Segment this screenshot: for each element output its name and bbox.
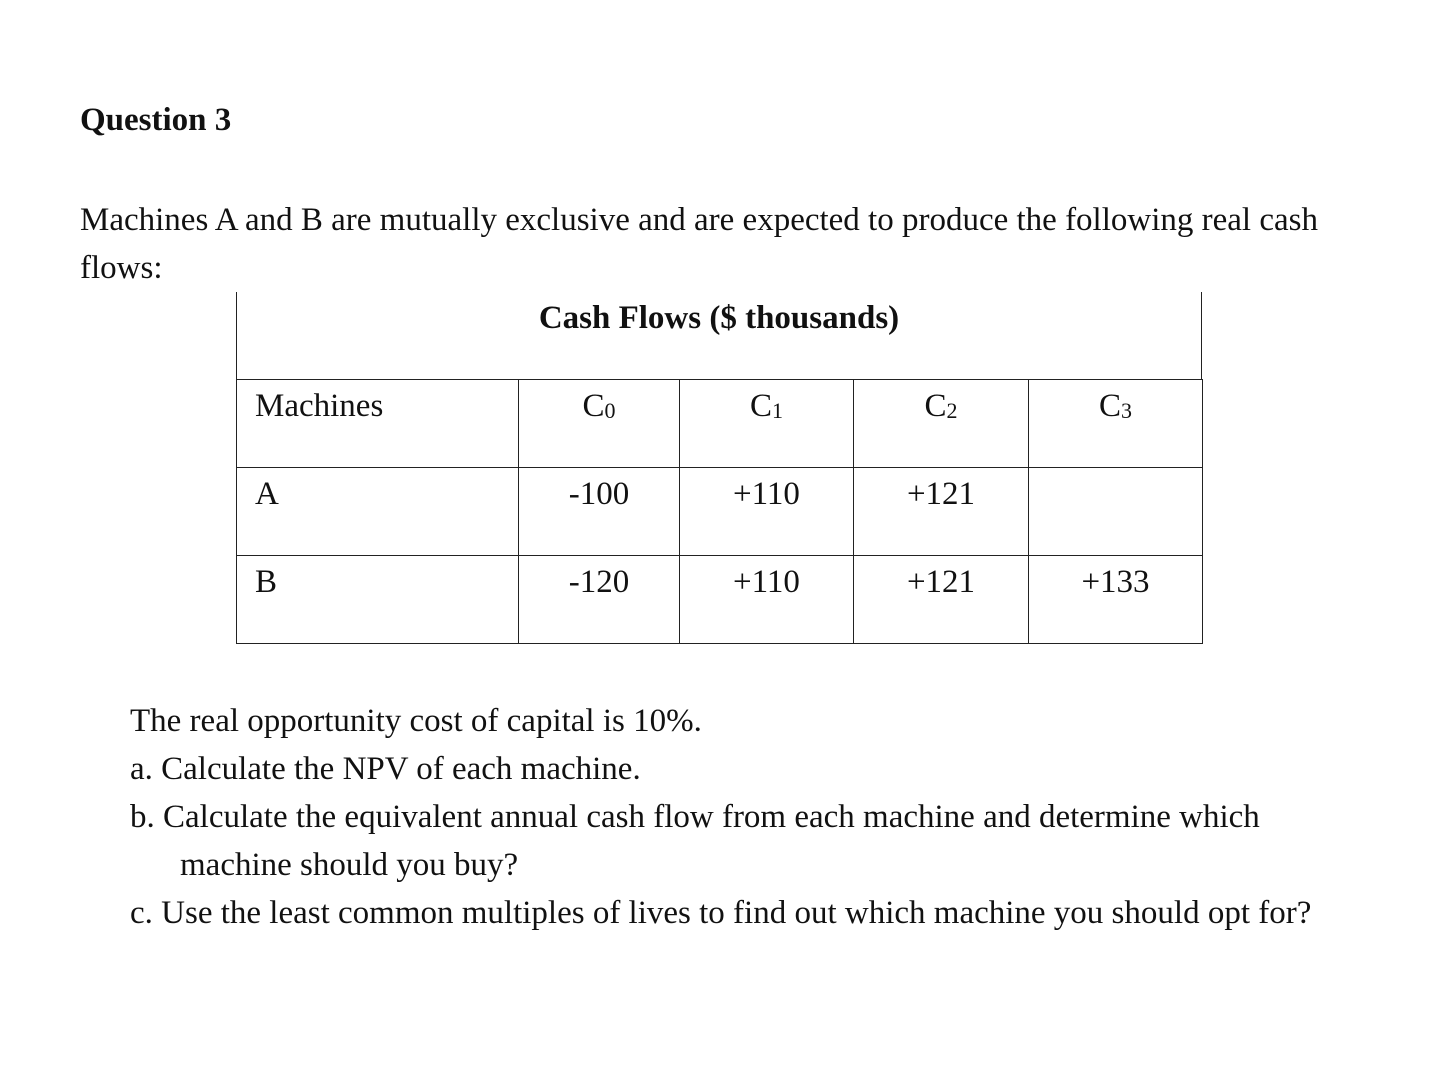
header-c2: $C_2$ xyxy=(854,380,1029,468)
question-title: Question 3 xyxy=(80,102,232,138)
cost-of-capital-statement: The real opportunity cost of capital is 10%. xyxy=(130,703,702,739)
cell-c0: -120 xyxy=(519,556,680,644)
header-c0: $C_0$ xyxy=(519,380,680,468)
intro-paragraph: Machines A and B are mutually exclusive and are expected to produce the following real cash flows: xyxy=(80,202,1318,286)
cell-c2: +121 xyxy=(854,556,1029,644)
header-c1: $C_1$ xyxy=(680,380,854,468)
table-caption: Cash Flows ($ thousands) xyxy=(236,292,1202,379)
machine-label: A xyxy=(237,468,519,556)
question-c: c. Use the least common multiples of lives to find out which machine you should opt for? xyxy=(130,895,1312,931)
cell-c0: -100 xyxy=(519,468,680,556)
question-a: a. Calculate the NPV of each machine. xyxy=(130,751,641,787)
header-row xyxy=(237,380,1203,468)
header-c3: $C_3$ xyxy=(1029,380,1203,468)
header-machines: Machines xyxy=(237,380,519,468)
cell-c1: +110 xyxy=(680,468,854,556)
question-b: b. Calculate the equivalent annual cash flow from each machine and determine which machine should you buy? xyxy=(130,799,1260,883)
cash-flow-table xyxy=(236,292,1202,644)
cell-c3 xyxy=(1029,468,1203,556)
machine-label: B xyxy=(237,556,519,644)
cell-c1: +110 xyxy=(680,556,854,644)
table-row xyxy=(237,468,1203,556)
cash-flow-grid xyxy=(236,379,1203,644)
question-list xyxy=(130,697,1370,937)
table-row xyxy=(237,556,1203,644)
cell-c3: +133 xyxy=(1029,556,1203,644)
cell-c2: +121 xyxy=(854,468,1029,556)
